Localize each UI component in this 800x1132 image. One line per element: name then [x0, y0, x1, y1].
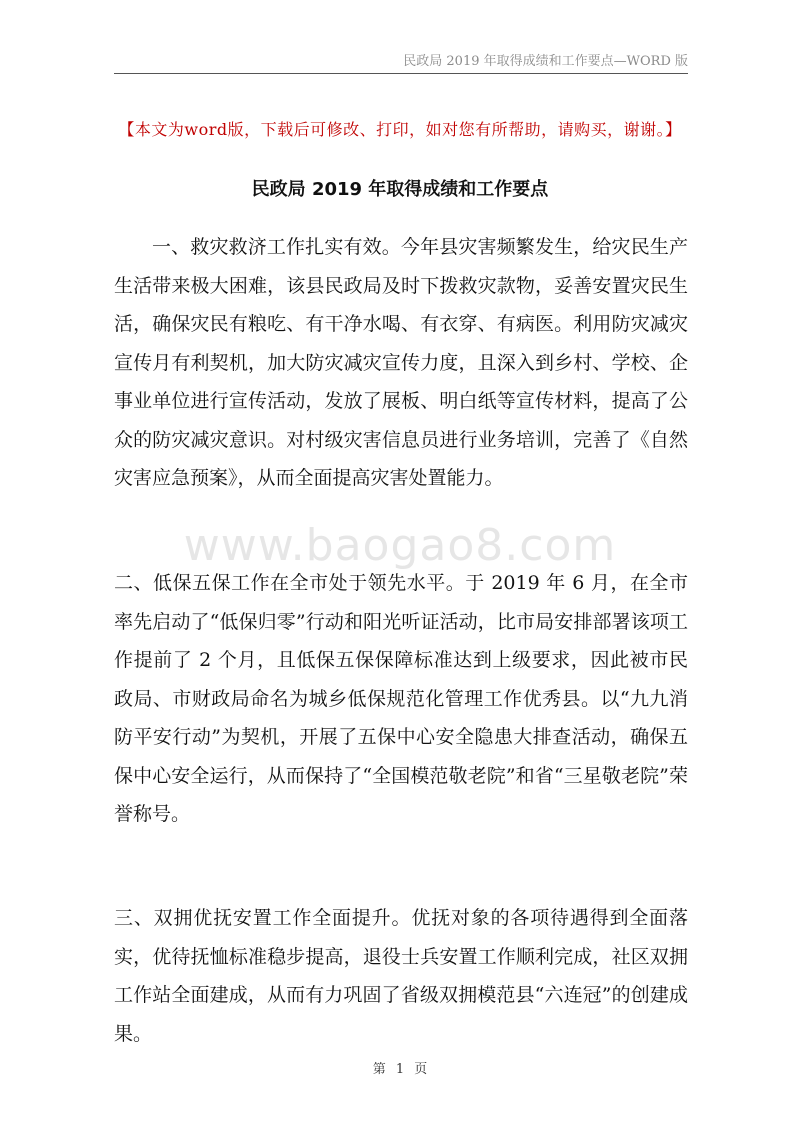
download-notice: 【本文为word版，下载后可修改、打印，如对您有所帮助，请购买，谢谢。】 [118, 120, 682, 139]
page-footer [0, 1058, 800, 1077]
page-suffix: 页 [414, 1062, 428, 1077]
header-divider [114, 73, 688, 74]
paragraph-minimum-security: 二、低保五保工作在全市处于领先水平。于 2019 年 6 月，在全市率先启动了“低保归零”行动和阳光听证活动，比市局安排部署该项工作提前了 2 个月，且低保五保保障标准达到上级要求，因此被市民政局、市财政局命名为城乡低保规范化管理工作优秀县。以“九九消防平安行动”为契机，开展了五保中心安全隐患大排查活动，确保五保中心安全运行，从而保持了“全国模范敬老院”和省“三星敬老院”荣誉称号。 [114, 572, 688, 825]
paragraph-military-support: 三、双拥优抚安置工作全面提升。优抚对象的各项待遇得到全面落实，优待抚恤标准稳步提高，退役士兵安置工作顺利完成，社区双拥工作站全面建成，从而有力巩固了省级双拥模范县“六连冠”的创建成果。 [114, 907, 688, 1045]
running-header: 民政局 2019 年取得成绩和工作要点—WORD 版 [403, 54, 688, 69]
document-title: 民政局 2019 年取得成绩和工作要点 [251, 179, 549, 200]
paragraph-disaster-relief: 一、救灾救济工作扎实有效。今年县灾害频繁发生，给灾民生产生活带来极大困难，该县民政局及时下拨救灾款物，妥善安置灾民生活，确保灾民有粮吃、有干净水喝、有衣穿、有病医。利用防灾减灾宣传月有利契机，加大防灾减灾宣传力度，且深入到乡村、学校、企事业单位进行宣传活动，发放了展板、明白纸等宣传材料，提高了公众的防灾减灾意识。对村级灾害信息员进行业务培训，完善了《自然灾害应急预案》，从而全面提高灾害处置能力。 [114, 236, 688, 489]
watermark: www.baogao8.com [183, 520, 617, 571]
page-number: 1 [395, 1062, 405, 1077]
page-prefix: 第 [372, 1062, 386, 1077]
